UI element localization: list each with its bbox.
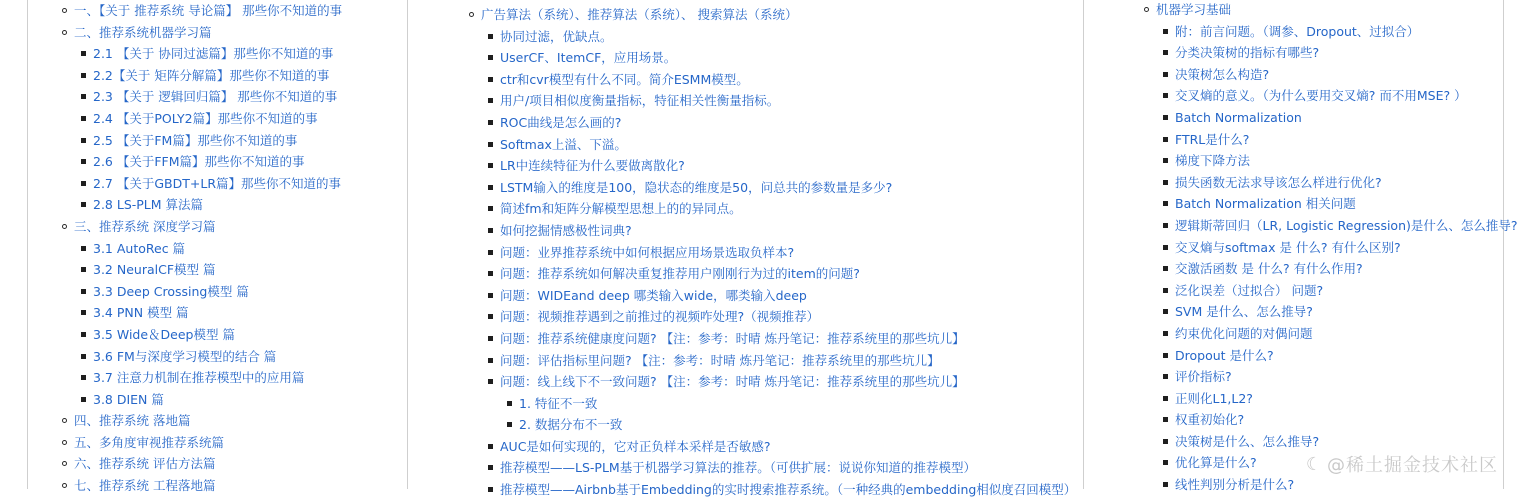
toc-link[interactable]: 问题：线上线下不一致问题? 【注：参考：时晴 炼丹笔记：推荐系统里的那些坑儿】 <box>500 374 965 390</box>
toc-link[interactable]: 问题：WIDEand deep 哪类输入wide，哪类输入deep <box>500 287 807 303</box>
toc-item[interactable] <box>467 457 1079 479</box>
square-bullet-icon <box>1161 215 1175 237</box>
toc-item[interactable] <box>1142 193 1500 215</box>
square-bullet-icon <box>486 306 500 328</box>
square-bullet-icon <box>486 457 500 479</box>
toc-item[interactable] <box>60 0 405 22</box>
toc-link[interactable]: AUC是如何实现的，它对正负样本采样是否敏感? <box>500 438 771 454</box>
toc-column-ml-basics <box>1142 0 1518 493</box>
toc-item[interactable] <box>467 306 1079 328</box>
toc-link[interactable]: 2.3 【关于 逻辑回归篇】 那些你不知道的事 <box>93 89 338 105</box>
toc-link[interactable]: 交叉熵的意义。（为什么要用交叉熵? 而不用MSE? ） <box>1175 88 1467 104</box>
toc-link[interactable]: 2.1 【关于 协同过滤篇】那些你不知道的事 <box>93 46 334 62</box>
toc-link[interactable]: 协同过滤，优缺点。 <box>500 28 613 44</box>
square-bullet-icon <box>486 177 500 199</box>
square-bullet-icon <box>1161 193 1175 215</box>
circle-bullet-icon <box>467 4 481 26</box>
toc-item[interactable] <box>1142 431 1500 453</box>
toc-link[interactable]: 评价指标? <box>1175 369 1232 385</box>
toc-item[interactable] <box>60 238 405 260</box>
square-bullet-icon <box>486 350 500 372</box>
toc-item[interactable] <box>60 302 405 324</box>
toc-link[interactable]: 线性判别分析是什么? <box>1175 477 1295 493</box>
toc-item[interactable] <box>60 367 405 389</box>
square-bullet-icon <box>1161 474 1175 496</box>
toc-item[interactable] <box>467 414 1079 436</box>
toc-item[interactable] <box>1142 345 1500 367</box>
toc-item[interactable] <box>1142 85 1500 107</box>
toc-link[interactable]: 六、推荐系统 评估方法篇 <box>74 456 216 472</box>
toc-item[interactable] <box>1142 150 1500 172</box>
square-bullet-icon <box>1161 409 1175 431</box>
toc-item[interactable] <box>1142 107 1500 129</box>
toc-item[interactable] <box>467 47 1079 69</box>
toc-link[interactable]: 权重初始化? <box>1175 412 1245 428</box>
toc-column-ads-search <box>467 4 1079 498</box>
toc-link[interactable]: FTRL是什么? <box>1175 131 1250 147</box>
square-bullet-icon <box>1161 21 1175 43</box>
square-bullet-icon <box>486 26 500 48</box>
square-bullet-icon <box>79 130 93 152</box>
square-bullet-icon <box>79 389 93 411</box>
toc-item[interactable] <box>60 43 405 65</box>
circle-bullet-icon <box>60 22 74 44</box>
toc-link[interactable]: ctr和cvr模型有什么不同。简介ESMM模型。 <box>500 71 749 87</box>
toc-link[interactable]: Softmax上溢、下溢。 <box>500 136 627 152</box>
toc-link[interactable]: 问题：业界推荐系统中如何根据应用场景选取负样本? <box>500 244 795 260</box>
toc-list <box>1142 0 1518 496</box>
square-bullet-icon <box>79 43 93 65</box>
toc-link[interactable]: 推荐模型——LS-PLM基于机器学习算法的推荐。（可供扩展：说说你知道的推荐模型） <box>500 460 976 476</box>
toc-link[interactable]: 损失函数无法求导该怎么样进行优化? <box>1175 174 1382 190</box>
watermark <box>1306 451 1498 477</box>
toc-item[interactable] <box>467 26 1079 48</box>
toc-link[interactable]: UserCF、ItemCF，应用场景。 <box>500 50 677 66</box>
toc-item[interactable] <box>1142 21 1500 43</box>
square-bullet-icon <box>505 393 519 415</box>
square-bullet-icon <box>79 238 93 260</box>
toc-link[interactable]: 优化算是什么? <box>1175 455 1257 471</box>
square-bullet-icon <box>1161 172 1175 194</box>
toc-link[interactable]: 广告算法（系统）、推荐算法（系统）、 搜索算法（系统） <box>481 7 798 22</box>
square-bullet-icon <box>486 112 500 134</box>
toc-item[interactable] <box>60 173 405 195</box>
toc-link[interactable]: 正则化L1,L2? <box>1175 390 1253 406</box>
toc-item[interactable] <box>467 479 1079 501</box>
square-bullet-icon <box>486 436 500 458</box>
square-bullet-icon <box>1161 388 1175 410</box>
square-bullet-icon <box>1161 237 1175 259</box>
juejin-logo-icon: ☾ <box>1305 453 1323 475</box>
toc-item[interactable] <box>1142 215 1518 237</box>
toc-item[interactable] <box>467 263 1079 285</box>
toc-item[interactable] <box>60 22 405 44</box>
circle-bullet-icon <box>1142 0 1156 21</box>
toc-link[interactable]: 分类决策树的指标有哪些? <box>1175 45 1320 61</box>
toc-list <box>60 0 405 497</box>
circle-bullet-icon <box>60 432 74 454</box>
toc-item[interactable] <box>60 86 405 108</box>
toc-item[interactable] <box>1142 258 1500 280</box>
toc-link[interactable]: 2.5 【关于FM篇】那些你不知道的事 <box>93 132 298 148</box>
square-bullet-icon <box>79 151 93 173</box>
toc-item[interactable] <box>1142 64 1500 86</box>
square-bullet-icon <box>505 414 519 436</box>
toc-link[interactable]: Batch Normalization 相关问题 <box>1175 196 1356 212</box>
toc-link[interactable]: SVM 是什么、怎么推导? <box>1175 304 1313 320</box>
toc-link[interactable]: 1. 特征不一致 <box>519 395 598 411</box>
square-bullet-icon <box>486 90 500 112</box>
toc-link[interactable]: 3.8 DIEN 篇 <box>93 391 164 407</box>
square-bullet-icon <box>486 47 500 69</box>
square-bullet-icon <box>79 367 93 389</box>
toc-link[interactable]: 问题：推荐系统健康度问题? 【注：参考：时晴 炼丹笔记：推荐系统里的那些坑儿】 <box>500 330 965 346</box>
toc-item[interactable] <box>1142 409 1500 431</box>
circle-bullet-icon <box>60 216 74 238</box>
toc-item[interactable] <box>60 324 405 346</box>
square-bullet-icon <box>1161 452 1175 474</box>
column-divider-left <box>27 0 28 489</box>
toc-link[interactable]: 如何挖掘情感极性词典? <box>500 222 632 238</box>
toc-item[interactable] <box>60 475 405 497</box>
circle-bullet-icon <box>60 410 74 432</box>
toc-item[interactable] <box>467 371 1079 393</box>
square-bullet-icon <box>486 285 500 307</box>
toc-link[interactable]: 用户/项目相似度衡量指标，特征相关性衡量指标。 <box>500 93 780 109</box>
toc-item[interactable] <box>467 198 1079 220</box>
square-bullet-icon <box>79 86 93 108</box>
toc-item[interactable] <box>1142 129 1500 151</box>
square-bullet-icon <box>1161 129 1175 151</box>
square-bullet-icon <box>486 198 500 220</box>
toc-item[interactable] <box>467 220 1079 242</box>
toc-item[interactable] <box>1142 0 1500 21</box>
toc-link[interactable]: 二、推荐系统机器学习篇 <box>74 24 212 40</box>
toc-item[interactable] <box>1142 366 1500 388</box>
toc-link[interactable]: 3.7 注意力机制在推荐模型中的应用篇 <box>93 370 305 386</box>
toc-link[interactable]: 五、多角度审视推荐系统篇 <box>74 434 225 450</box>
toc-item[interactable] <box>467 112 1079 134</box>
square-bullet-icon <box>486 134 500 156</box>
square-bullet-icon <box>1161 107 1175 129</box>
toc-link[interactable]: 3.5 Wide＆Deep模型 篇 <box>93 326 235 342</box>
toc-item[interactable] <box>467 90 1079 112</box>
toc-item[interactable] <box>467 4 1079 26</box>
circle-bullet-icon <box>60 0 74 22</box>
square-bullet-icon <box>1161 366 1175 388</box>
toc-item[interactable] <box>60 410 405 432</box>
square-bullet-icon <box>79 108 93 130</box>
square-bullet-icon <box>1161 323 1175 345</box>
toc-item[interactable] <box>60 389 405 411</box>
square-bullet-icon <box>79 194 93 216</box>
square-bullet-icon <box>79 65 93 87</box>
toc-item[interactable] <box>1142 301 1500 323</box>
toc-item[interactable] <box>60 194 405 216</box>
toc-item[interactable] <box>60 216 405 238</box>
square-bullet-icon <box>486 220 500 242</box>
toc-item[interactable] <box>467 134 1079 156</box>
toc-link[interactable]: 交激活函数 是 什么? 有什么作用? <box>1175 261 1363 277</box>
toc-link[interactable]: 交叉熵与softmax 是 什么? 有什么区别? <box>1175 239 1401 255</box>
toc-link[interactable]: 2.2【关于 矩阵分解篇】那些你不知道的事 <box>93 67 330 83</box>
square-bullet-icon <box>1161 280 1175 302</box>
square-bullet-icon <box>1161 64 1175 86</box>
square-bullet-icon <box>486 371 500 393</box>
toc-item[interactable] <box>467 393 1079 415</box>
square-bullet-icon <box>79 281 93 303</box>
toc-link[interactable]: 问题：评估指标里问题? 【注：参考：时晴 炼丹笔记：推荐系统里的那些坑儿】 <box>500 352 940 368</box>
toc-item[interactable] <box>1142 172 1500 194</box>
square-bullet-icon <box>79 302 93 324</box>
toc-link[interactable]: LSTM输入的维度是100，隐状态的维度是50，问总共的参数量是多少? <box>500 179 893 195</box>
square-bullet-icon <box>1161 150 1175 172</box>
toc-link[interactable]: 2. 数据分布不一致 <box>519 417 623 433</box>
toc-item[interactable] <box>467 436 1079 458</box>
square-bullet-icon <box>1161 258 1175 280</box>
toc-item[interactable] <box>1142 237 1500 259</box>
toc-item[interactable] <box>60 108 405 130</box>
square-bullet-icon <box>486 263 500 285</box>
toc-item[interactable] <box>467 69 1079 91</box>
toc-item[interactable] <box>60 259 405 281</box>
toc-link[interactable]: 泛化误差（过拟合） 问题? <box>1175 282 1324 298</box>
square-bullet-icon <box>1161 85 1175 107</box>
toc-item[interactable] <box>60 151 405 173</box>
toc-link[interactable]: Dropout 是什么? <box>1175 347 1274 363</box>
toc-item[interactable] <box>1142 388 1500 410</box>
toc-link[interactable]: Batch Normalization <box>1175 109 1302 125</box>
toc-item[interactable] <box>467 177 1079 199</box>
toc-item[interactable] <box>1142 280 1500 302</box>
toc-link[interactable]: 决策树怎么构造? <box>1175 66 1270 82</box>
square-bullet-icon <box>486 155 500 177</box>
toc-link[interactable]: ROC曲线是怎么画的? <box>500 114 622 130</box>
toc-item[interactable] <box>1142 323 1500 345</box>
toc-link[interactable]: 三、推荐系统 深度学习篇 <box>74 218 216 234</box>
toc-link[interactable]: 约束优化问题的对偶问题 <box>1175 325 1313 341</box>
toc-link[interactable]: 简述fm和矩阵分解模型思想上的的异同点。 <box>500 201 742 217</box>
toc-item[interactable] <box>60 453 405 475</box>
column-divider-1 <box>407 0 408 489</box>
square-bullet-icon <box>486 328 500 350</box>
toc-link[interactable]: 逻辑斯蒂回归（LR, Logistic Regression)是什么、怎么推导? <box>1175 217 1518 233</box>
column-divider-right <box>1503 0 1504 489</box>
toc-link[interactable]: 2.4 【关于POLY2篇】那些你不知道的事 <box>93 110 318 126</box>
toc-link[interactable]: 2.6 【关于FFM篇】那些你不知道的事 <box>93 154 305 170</box>
toc-link[interactable]: 机器学习基础 <box>1156 2 1232 17</box>
square-bullet-icon <box>1161 42 1175 64</box>
square-bullet-icon <box>79 259 93 281</box>
toc-item[interactable] <box>1142 474 1500 496</box>
toc-list <box>467 4 1079 501</box>
square-bullet-icon <box>486 479 500 501</box>
square-bullet-icon <box>486 69 500 91</box>
toc-link[interactable]: 梯度下降方法 <box>1175 153 1251 169</box>
square-bullet-icon <box>1161 345 1175 367</box>
toc-link[interactable]: LR中连续特征为什么要做离散化? <box>500 158 685 174</box>
square-bullet-icon <box>486 242 500 264</box>
toc-link[interactable]: 2.8 LS-PLM 算法篇 <box>93 197 204 213</box>
toc-item[interactable] <box>467 242 1079 264</box>
toc-item[interactable] <box>467 328 1079 350</box>
toc-column-recsys <box>60 0 405 494</box>
toc-link[interactable]: 3.1 AutoRec 篇 <box>93 240 186 256</box>
square-bullet-icon <box>1161 301 1175 323</box>
toc-link[interactable]: 3.6 FM与深度学习模型的结合 篇 <box>93 348 277 364</box>
square-bullet-icon <box>79 324 93 346</box>
toc-link[interactable]: 一、【关于 推荐系统 导论篇】 那些你不知道的事 <box>74 3 343 18</box>
toc-link[interactable]: 3.3 Deep Crossing模型 篇 <box>93 283 249 299</box>
circle-bullet-icon <box>60 453 74 475</box>
toc-item[interactable] <box>467 350 1079 372</box>
toc-link[interactable]: 推荐模型——Airbnb基于Embedding的实时搜索推荐系统。（一种经典的embedding相似度召回模型） <box>500 482 1077 498</box>
toc-link[interactable]: 决策树是什么、怎么推导? <box>1175 433 1320 449</box>
square-bullet-icon <box>1161 431 1175 453</box>
toc-item[interactable] <box>60 65 405 87</box>
toc-link[interactable]: 3.2 NeuralCF模型 篇 <box>93 262 216 278</box>
toc-link[interactable]: 七、推荐系统 工程落地篇 <box>74 478 216 494</box>
toc-link[interactable]: 2.7 【关于GBDT+LR篇】那些你不知道的事 <box>93 175 341 191</box>
toc-item[interactable] <box>60 281 405 303</box>
toc-item[interactable] <box>60 346 405 368</box>
toc-link[interactable]: 附：前言问题。（调参、Dropout、过拟合） <box>1175 23 1420 39</box>
column-divider-2 <box>1083 0 1084 489</box>
square-bullet-icon <box>79 346 93 368</box>
toc-item[interactable] <box>467 155 1079 177</box>
toc-link[interactable]: 问题：推荐系统如何解决重复推荐用户刚刚行为过的item的问题? <box>500 266 860 282</box>
toc-link[interactable]: 四、推荐系统 落地篇 <box>74 413 191 429</box>
watermark-text: @稀土掘金技术社区 <box>1327 455 1498 476</box>
square-bullet-icon <box>79 173 93 195</box>
toc-item[interactable] <box>60 130 405 152</box>
toc-item[interactable] <box>467 285 1079 307</box>
toc-item[interactable] <box>60 432 405 454</box>
circle-bullet-icon <box>60 475 74 497</box>
toc-item[interactable] <box>1142 42 1500 64</box>
toc-link[interactable]: 3.4 PNN 模型 篇 <box>93 305 189 321</box>
toc-link[interactable]: 问题：视频推荐遇到之前推过的视频咋处理?（视频推荐） <box>500 309 820 325</box>
